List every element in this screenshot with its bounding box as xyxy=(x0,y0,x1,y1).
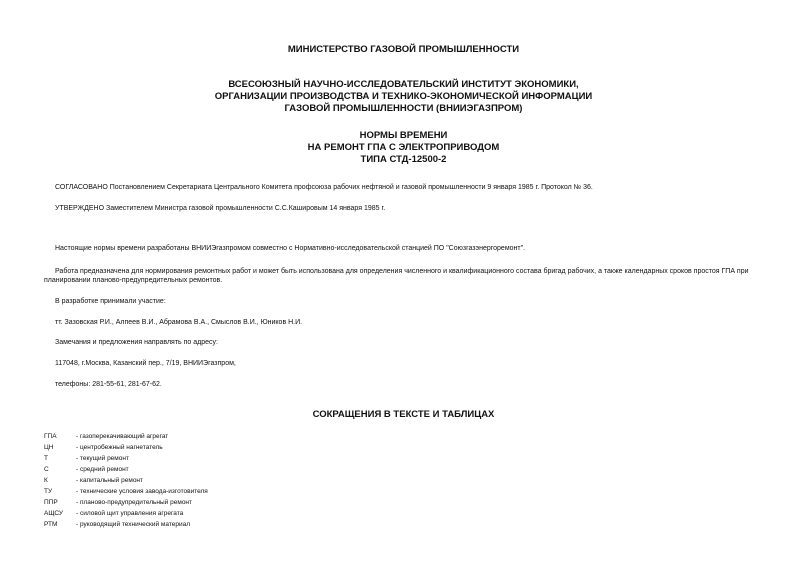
address-paragraph: 117048, г.Москва, Казанский пер., 7/19, ВНИИЭгазпром, xyxy=(55,360,236,367)
abbreviation-code: С xyxy=(44,466,49,473)
abbreviation-definition: - текущий ремонт xyxy=(76,455,129,462)
phones-paragraph: телефоны: 281-55-61, 281-67-62. xyxy=(55,381,162,388)
abbreviation-code: ТУ xyxy=(44,488,53,495)
abbreviation-definition: - руководящий технический материал xyxy=(76,521,190,528)
purpose-paragraph-line-1: Работа предназначена для нормирования ремонтных работ и может быть использована для определения численного и квалификационного состава бригад рабочих, а также календарных сроков простоя ГПА при xyxy=(55,268,749,275)
institute-heading xyxy=(0,79,807,115)
developed-paragraph: Настоящие нормы времени разработаны ВНИИЭгазпромом совместно с Нормативно-исследовательской станцией ПО "Союзгазэнергоремонт". xyxy=(55,245,526,252)
abbreviation-definition: - силовой щит управления агрегата xyxy=(76,510,184,517)
abbreviation-code: Т xyxy=(44,455,48,462)
participants-label: В разработке принимали участие: xyxy=(55,298,166,305)
abbreviations-title: СОКРАЩЕНИЯ В ТЕКСТЕ И ТАБЛИЦАХ xyxy=(312,409,495,420)
abbreviation-code: ГПА xyxy=(44,433,57,440)
ministry-heading xyxy=(0,44,807,56)
approved-paragraph: УТВЕРЖДЕНО Заместителем Министра газовой промышленности С.С.Кашировым 14 января 1985 г. xyxy=(55,205,386,212)
institute-line-3: ГАЗОВОЙ ПРОМЫШЛЕННОСТИ (ВНИИЭГАЗПРОМ) xyxy=(284,103,523,114)
abbreviation-definition: - планово-предупредительный ремонт xyxy=(76,499,193,506)
abbreviation-definition: - средний ремонт xyxy=(76,466,129,473)
abbreviation-code: РТМ xyxy=(44,521,58,528)
title-line-3: ТИПА СТД-12500-2 xyxy=(360,154,447,165)
document-title xyxy=(0,130,807,166)
agreed-paragraph: СОГЛАСОВАНО Постановлением Секретариата Центрального Комитета профсоюза рабочих нефтяной и газовой промышленности 9 января 1985 г. Протокол № 36. xyxy=(55,184,593,191)
participants-list: тт. Зазовская Р.И., Алпеев В.И., Абрамова В.А., Смыслов В.И., Юников Н.И. xyxy=(55,319,303,326)
remarks-paragraph: Замечания и предложения направлять по адресу: xyxy=(55,339,218,346)
purpose-paragraph-line-2: планировании планово-предупредительных ремонтов. xyxy=(44,277,223,284)
institute-line-1: ВСЕСОЮЗНЫЙ НАУЧНО-ИССЛЕДОВАТЕЛЬСКИЙ ИНСТИТУТ ЭКОНОМИКИ, xyxy=(228,79,579,90)
title-line-1: НОРМЫ ВРЕМЕНИ xyxy=(359,130,448,141)
institute-line-2: ОРГАНИЗАЦИИ ПРОИЗВОДСТВА И ТЕХНИКО-ЭКОНОМИЧЕСКОЙ ИНФОРМАЦИИ xyxy=(214,91,593,102)
abbreviation-code: АЩСУ xyxy=(44,510,64,517)
ministry-name: МИНИСТЕРСТВО ГАЗОВОЙ ПРОМЫШЛЕННОСТИ xyxy=(287,44,520,55)
abbreviation-definition: - капитальный ремонт xyxy=(76,477,143,484)
abbreviation-definition: - газоперекачивающий агрегат xyxy=(76,433,169,440)
abbreviation-code: ЦН xyxy=(44,444,54,451)
abbreviation-definition: - центробежный нагнетатель xyxy=(76,444,163,451)
title-line-2: НА РЕМОНТ ГПА С ЭЛЕКТРОПРИВОДОМ xyxy=(307,142,500,153)
abbreviations-heading xyxy=(0,409,807,421)
abbreviation-definition: - технические условия завода-изготовителя xyxy=(76,488,208,495)
abbreviation-code: ППР xyxy=(44,499,58,506)
abbreviation-code: К xyxy=(44,477,48,484)
